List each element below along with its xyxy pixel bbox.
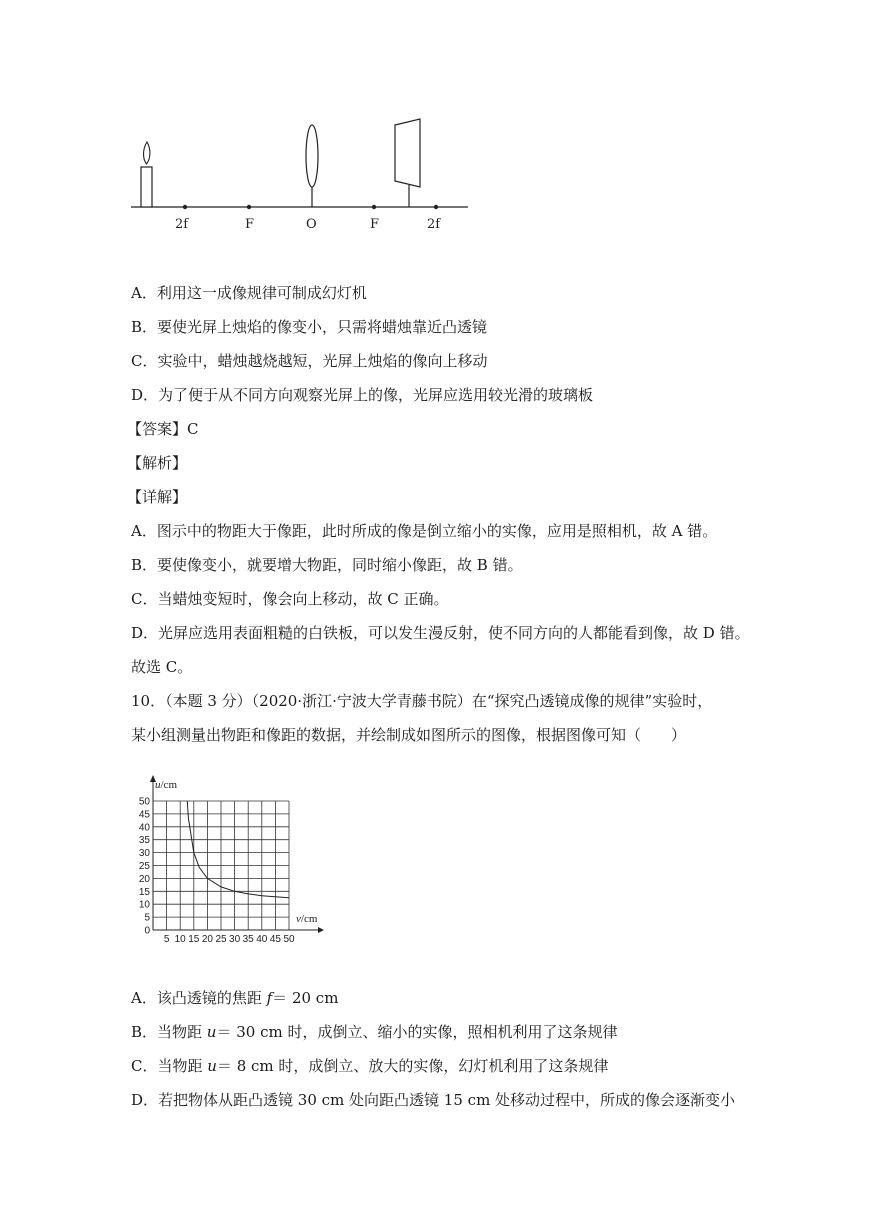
q10-option-a — [131, 988, 338, 1008]
q10-option-d: D．若把物体从距凸透镜 30 cm 处向距凸透镜 15 cm 处移动过程中，所成的像会逐渐变小 — [131, 1091, 736, 1109]
y-axis-title: u/cm — [155, 779, 177, 791]
q10-option-c-rest: ＝ 8 cm 时，成倒立、放大的实像，幻灯机利用了这条规律 — [216, 1057, 609, 1075]
y-tick-label: 10 — [138, 899, 150, 911]
q9-detail-d: D．光屏应选用表面粗糙的白铁板，可以发生漫反射，使不同方向的人都能看到像，故 D 错。 — [131, 624, 750, 642]
q9-option-c: C．实验中，蜡烛越烧越短，光屏上烛焰的像向上移动 — [131, 352, 488, 370]
y-tick-label: 5 — [144, 912, 150, 924]
q9-detail-heading: 【详解】 — [127, 488, 188, 506]
point-f-right — [372, 205, 376, 209]
convex-lens — [306, 125, 318, 187]
q9-detail-b: B．要使像变小，就要增大物距，同时缩小像距，故 B 错。 — [131, 556, 523, 574]
y-tick-label: 20 — [138, 873, 150, 885]
q10-option-a-rest: ＝ 20 cm — [272, 989, 339, 1007]
q10-option-c — [131, 1056, 608, 1076]
q9-option-d: D．为了便于从不同方向观察光屏上的像，光屏应选用较光滑的玻璃板 — [131, 386, 594, 404]
point-2f-right — [434, 205, 438, 209]
uv-graph — [118, 770, 328, 945]
y-tick-label: 35 — [138, 835, 150, 847]
y-tick-label: 30 — [138, 848, 150, 860]
point-f-left — [247, 205, 251, 209]
x-tick-label: 35 — [242, 934, 254, 945]
x-axis-title: v/cm — [296, 913, 318, 925]
q10-option-b-var: u — [206, 1023, 217, 1041]
x-tick-label: 40 — [256, 934, 268, 945]
light-screen — [395, 119, 420, 187]
label-2f-left: 2f — [175, 217, 189, 232]
x-tick-label: 5 — [163, 934, 170, 945]
label-2f-right: 2f — [427, 217, 441, 232]
x-tick-label: 30 — [229, 934, 241, 945]
point-2f-left — [183, 205, 187, 209]
q9-detail-a: A．图示中的物距大于像距，此时所成的像是倒立缩小的实像，应用是照相机，故 A 错。 — [131, 522, 718, 540]
q9-analysis-heading: 【解析】 — [127, 454, 188, 472]
q9-conclusion: 故选 C。 — [131, 658, 193, 676]
q9-option-a: A．利用这一成像规律可制成幻灯机 — [131, 284, 367, 302]
q9-option-b: B．要使光屏上烛焰的像变小，只需将蜡烛靠近凸透镜 — [131, 318, 488, 336]
label-f-left: F — [245, 217, 255, 232]
q9-answer: 【答案】C — [127, 420, 199, 438]
x-tick-label: 50 — [283, 934, 295, 945]
x-tick-label: 15 — [188, 934, 200, 945]
x-axis-arrow — [318, 927, 324, 933]
x-tick-label: 45 — [269, 934, 281, 945]
q10-stem-line1: 10．（本题 3 分）（2020·浙江·宁波大学青藤书院）在“探究凸透镜成像的规律”实验时， — [131, 692, 713, 710]
lens-diagram — [128, 112, 473, 237]
y-tick-label: 50 — [138, 796, 150, 808]
q10-option-a-prefix: A．该凸透镜的焦距 — [131, 989, 267, 1007]
q10-option-a-var: f — [266, 989, 273, 1007]
q10-stem-line2: 某小组测量出物距和像距的数据，并绘制成如图所示的图像，根据图像可知（ ） — [131, 726, 687, 744]
y-tick-label: 40 — [138, 822, 150, 834]
y-tick-label: 0 — [144, 925, 150, 937]
q10-option-b-rest: ＝ 30 cm 时，成倒立、缩小的实像，照相机利用了这条规律 — [216, 1023, 618, 1041]
label-o: O — [306, 217, 317, 232]
q10-option-b-prefix: B．当物距 — [131, 1023, 207, 1041]
y-tick-label: 45 — [138, 809, 150, 821]
y-tick-label: 25 — [138, 861, 150, 872]
q10-option-c-var: u — [207, 1057, 217, 1075]
q10-option-b — [131, 1022, 618, 1042]
q9-detail-c: C．当蜡烛变短时，像会向上移动，故 C 正确。 — [131, 590, 449, 608]
u-v-curve — [186, 775, 289, 898]
x-tick-label: 25 — [215, 934, 227, 945]
x-tick-label: 20 — [201, 934, 213, 945]
y-tick-label: 15 — [138, 886, 150, 898]
candle — [141, 167, 152, 207]
candle-flame — [144, 142, 150, 164]
x-tick-label: 10 — [174, 934, 186, 945]
q10-option-c-prefix: C．当物距 — [131, 1057, 208, 1075]
label-f-right: F — [370, 217, 380, 232]
